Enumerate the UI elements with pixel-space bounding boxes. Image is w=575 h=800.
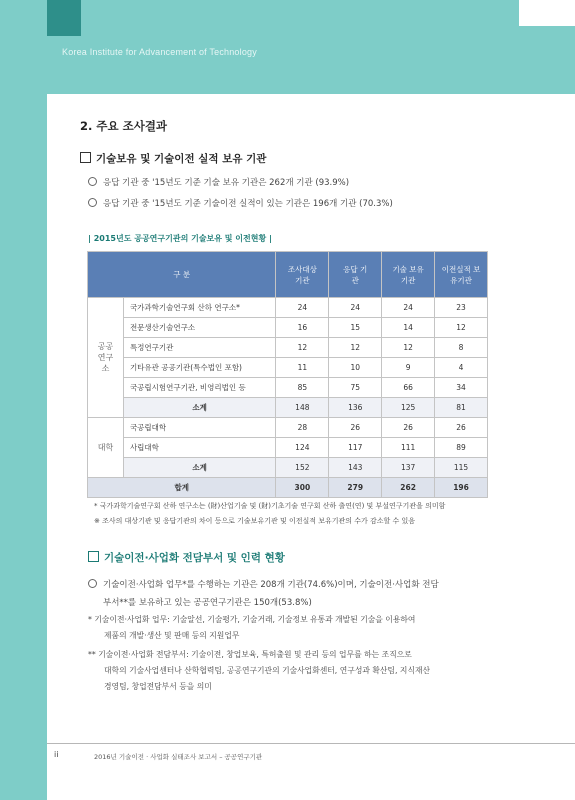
square-icon [80,152,91,163]
cell: 26 [382,418,435,438]
header-category: 구 분 [88,252,276,298]
footer-divider [47,743,575,744]
footnote-line: * 기술이전·사업화 업무: 기술알선, 기술평가, 기술거래, 기술정보 유통과 개발된 기술을 이용하여 [88,615,416,624]
bullet-text: 응답 기관 중 '15년도 기준 기술 보유 기관은 262개 기관 (93.9%) [103,178,350,188]
cell: 8 [435,338,488,358]
row-name: 특정연구기관 [123,338,275,358]
cell: 66 [382,378,435,398]
subsection-title [80,151,266,166]
cell: 136 [329,398,382,418]
bullet-item [88,176,349,188]
cell: 81 [435,398,488,418]
subtotal-label: 소계 [123,398,275,418]
row-name: 사립대학 [123,438,275,458]
subsection-title [88,550,285,565]
circle-bullet-icon [88,579,97,588]
cell: 23 [435,298,488,318]
cell: 143 [329,458,382,478]
group-public: 공공 연구소 [88,298,124,418]
footnote-line: ** 기술이전·사업화 전담부서: 기술이전, 창업보육, 특허출원 및 관리 등의 업무를 하는 조직으로 [88,650,412,659]
table-caption: | 2015년도 공공연구기관의 기술보유 및 이전현황 | [88,234,272,243]
cell: 89 [435,438,488,458]
row-name: 국공립시험연구기관, 비영리법인 등 [123,378,275,398]
row-name: 국공립대학 [123,418,275,438]
header-corner [519,0,575,26]
tech-status-table [87,251,488,498]
cell: 16 [276,318,329,338]
row-name: 기타유관 공공기관(특수법인 포함) [123,358,275,378]
cell: 26 [435,418,488,438]
circle-bullet-icon [88,198,97,207]
cell: 24 [382,298,435,318]
cell: 85 [276,378,329,398]
bullet-text: 응답 기관 중 '15년도 기준 기술이전 실적이 있는 기관은 196개 기관 (70.3%) [103,199,393,209]
cell: 111 [382,438,435,458]
cell: 24 [329,298,382,318]
cell: 262 [382,478,435,498]
row-name: 전문생산기술연구소 [123,318,275,338]
cell: 124 [276,438,329,458]
para-line: 부서**를 보유하고 있는 공공연구기관은 150개(53.8%) [103,598,312,608]
page-number: ii [54,750,59,759]
subtotal-label: 소계 [123,458,275,478]
cell: 34 [435,378,488,398]
cell: 75 [329,378,382,398]
cell: 148 [276,398,329,418]
paragraph [88,576,488,612]
cell: 4 [435,358,488,378]
cell: 300 [276,478,329,498]
table-note: ※ 조사의 대상기관 및 응답기관의 차이 등으로 기술보유기관 및 이전실적 보유기관의 수가 감소할 수 있음 [94,517,416,525]
cell: 24 [276,298,329,318]
footer-text: 2016년 기술이전 · 사업화 실태조사 보고서 – 공공연구기관 [94,753,263,761]
cell: 26 [329,418,382,438]
circle-bullet-icon [88,177,97,186]
total-label: 합계 [88,478,276,498]
table-note: * 국가과학기술연구회 산하 연구소는 (財)산업기술 및 (財)기초기술 연구회 산하 출연(연) 및 부설연구기관을 의미함 [94,502,446,510]
left-color-bar [0,0,47,800]
cell: 137 [382,458,435,478]
cell: 279 [329,478,382,498]
footnote-line: 제품의 개발·생산 및 판매 등의 지원업무 [104,631,240,640]
footnote [88,647,490,695]
cell: 12 [382,338,435,358]
cell: 10 [329,358,382,378]
cell: 9 [382,358,435,378]
header-responded: 응답 기관 [329,252,382,298]
header-surveyed: 조사대상 기관 [276,252,329,298]
cell: 152 [276,458,329,478]
cell: 12 [276,338,329,358]
group-university: 대학 [88,418,124,478]
org-name: Korea Institute for Advancement of Technology [62,47,257,57]
subsection-title-text: 기술이전·사업화 전담부서 및 인력 현황 [104,552,285,564]
row-name: 국가과학기술연구회 산하 연구소* [123,298,275,318]
cell: 125 [382,398,435,418]
header-accent-block [47,0,81,36]
header-transfer-holding: 이전실적 보유기관 [435,252,488,298]
cell: 115 [435,458,488,478]
para-line: 기술이전·사업화 업무*를 수행하는 기관은 208개 기관(74.6%)이며, 기술이전·사업화 전담 [103,580,439,590]
cell: 28 [276,418,329,438]
square-icon [88,551,99,562]
cell: 117 [329,438,382,458]
bullet-item [88,197,393,209]
footnote-line: 경영팀, 창업전담부서 등을 의미 [104,682,212,691]
cell: 14 [382,318,435,338]
section-title: 2. 주요 조사결과 [80,119,168,133]
cell: 12 [435,318,488,338]
cell: 12 [329,338,382,358]
cell: 196 [435,478,488,498]
cell: 15 [329,318,382,338]
header-band [47,0,575,94]
footnote-line: 대학의 기술사업센터나 산학협력팀, 공공연구기관의 기술사업화센터, 연구성과 확산팀, 지식재산 [104,666,431,675]
cell: 11 [276,358,329,378]
subsection-title-text: 기술보유 및 기술이전 실적 보유 기관 [96,153,267,165]
footnote [88,612,490,644]
header-tech-holding: 기술 보유기관 [382,252,435,298]
